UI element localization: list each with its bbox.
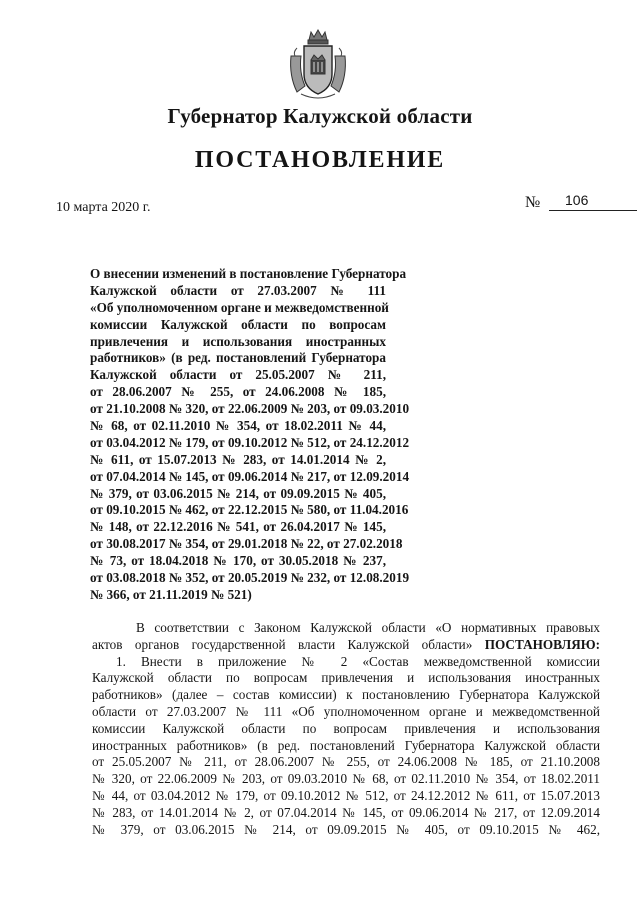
number-value: 106: [565, 192, 589, 208]
document-subject: [90, 266, 410, 604]
document-body: [92, 620, 600, 838]
subject-line: № 68, от 02.11.2010 № 354, от 18.02.2011 № 44,: [90, 418, 386, 434]
subject-line: от 09.10.2015 № 462, от 22.12.2015 № 580, от 11.04.2016: [90, 502, 409, 518]
body-line: В соответствии с Законом Калужской области «О нормативных правовых: [136, 620, 600, 635]
body-line: от 25.05.2007 № 211, от 28.06.2007 № 255, от 24.06.2008 № 185, от 21.10.2008: [92, 754, 600, 770]
authority-title: Губернатор Калужской области: [167, 104, 473, 128]
subject-line: О внесении изменений в постановление Губернатора: [90, 266, 407, 281]
subject-line: № 73, от 18.04.2018 № 170, от 30.05.2018 № 237,: [90, 553, 386, 569]
document-date: 10 марта 2020 г.: [56, 200, 151, 215]
body-line: области от 27.03.2007 № 111 «Об уполномоченном органе и межведомственной: [92, 703, 600, 719]
body-line: [92, 637, 600, 654]
subject-line: Калужской области от 25.05.2007 № 211,: [90, 367, 386, 383]
body-line: комиссии Калужской области по вопросам привлечения и использования: [92, 720, 600, 736]
body-line: работников» (далее – состав комиссии) к постановлению Губернатора Калужской: [92, 687, 600, 703]
document-number: [525, 192, 589, 212]
body-line: № 283, от 14.01.2014 № 2, от 07.04.2014 № 145, от 09.06.2014 № 217, от 12.09.2014: [92, 804, 600, 820]
body-line: 1. Внести в приложение № 2 «Состав межведомственной комиссии: [116, 653, 600, 669]
subject-line: «Об уполномоченном органе и межведомственной: [90, 299, 389, 315]
resolution-keyword: ПОСТАНОВЛЯЮ:: [484, 636, 601, 652]
body-line-text: актов органов государственной власти Калужской области»: [92, 636, 473, 652]
body-line: № 320, от 22.06.2009 № 203, от 09.03.2010 № 68, от 02.11.2010 № 354, от 18.02.2011: [92, 771, 600, 787]
coat-of-arms-icon: [281, 26, 355, 100]
subject-line: от 30.08.2017 № 354, от 29.01.2018 № 22, от 27.02.2018: [90, 536, 403, 552]
body-line: № 44, от 03.04.2012 № 179, от 09.10.2012 № 512, от 24.12.2012 № 611, от 15.07.2013: [92, 787, 600, 803]
subject-line: от 21.10.2008 № 320, от 22.06.2009 № 203, от 09.03.2010: [90, 401, 410, 417]
body-line: иностранных работников» (в ред. постановлений Губернатора Калужской области: [92, 737, 600, 753]
subject-line: от 07.04.2014 № 145, от 09.06.2014 № 217, от 12.09.2014: [90, 468, 410, 484]
subject-line: от 03.04.2012 № 179, от 09.10.2012 № 512, от 24.12.2012: [90, 434, 410, 450]
number-sign: №: [525, 194, 541, 211]
document-type-heading: ПОСТАНОВЛЕНИЕ: [194, 147, 446, 173]
body-line: № 379, от 03.06.2015 № 214, от 09.09.2015 № 405, от 09.10.2015 № 462,: [92, 821, 600, 837]
subject-line: комиссии Калужской области по вопросам: [90, 316, 386, 332]
number-underline: [549, 210, 637, 211]
subject-line: № 611, от 15.07.2013 № 283, от 14.01.2014 № 2,: [90, 451, 386, 467]
subject-line: № 148, от 22.12.2016 № 541, от 26.04.2017 № 145,: [90, 519, 386, 535]
subject-line: от 03.08.2018 № 352, от 20.05.2019 № 232, от 12.08.2019: [90, 570, 410, 586]
body-line: Калужской области по вопросам привлечения и использования иностранных: [92, 670, 600, 686]
subject-line: № 366, от 21.11.2019 № 521): [90, 586, 252, 602]
subject-line: работников» (в ред. постановлений Губернатора: [90, 350, 386, 366]
subject-line: привлечения и использования иностранных: [90, 333, 386, 349]
subject-line: № 379, от 03.06.2015 № 214, от 09.09.2015 № 405,: [90, 485, 386, 501]
subject-line: от 28.06.2007 № 255, от 24.06.2008 № 185,: [90, 384, 386, 400]
subject-line: Калужской области от 27.03.2007 № 111: [90, 282, 386, 298]
